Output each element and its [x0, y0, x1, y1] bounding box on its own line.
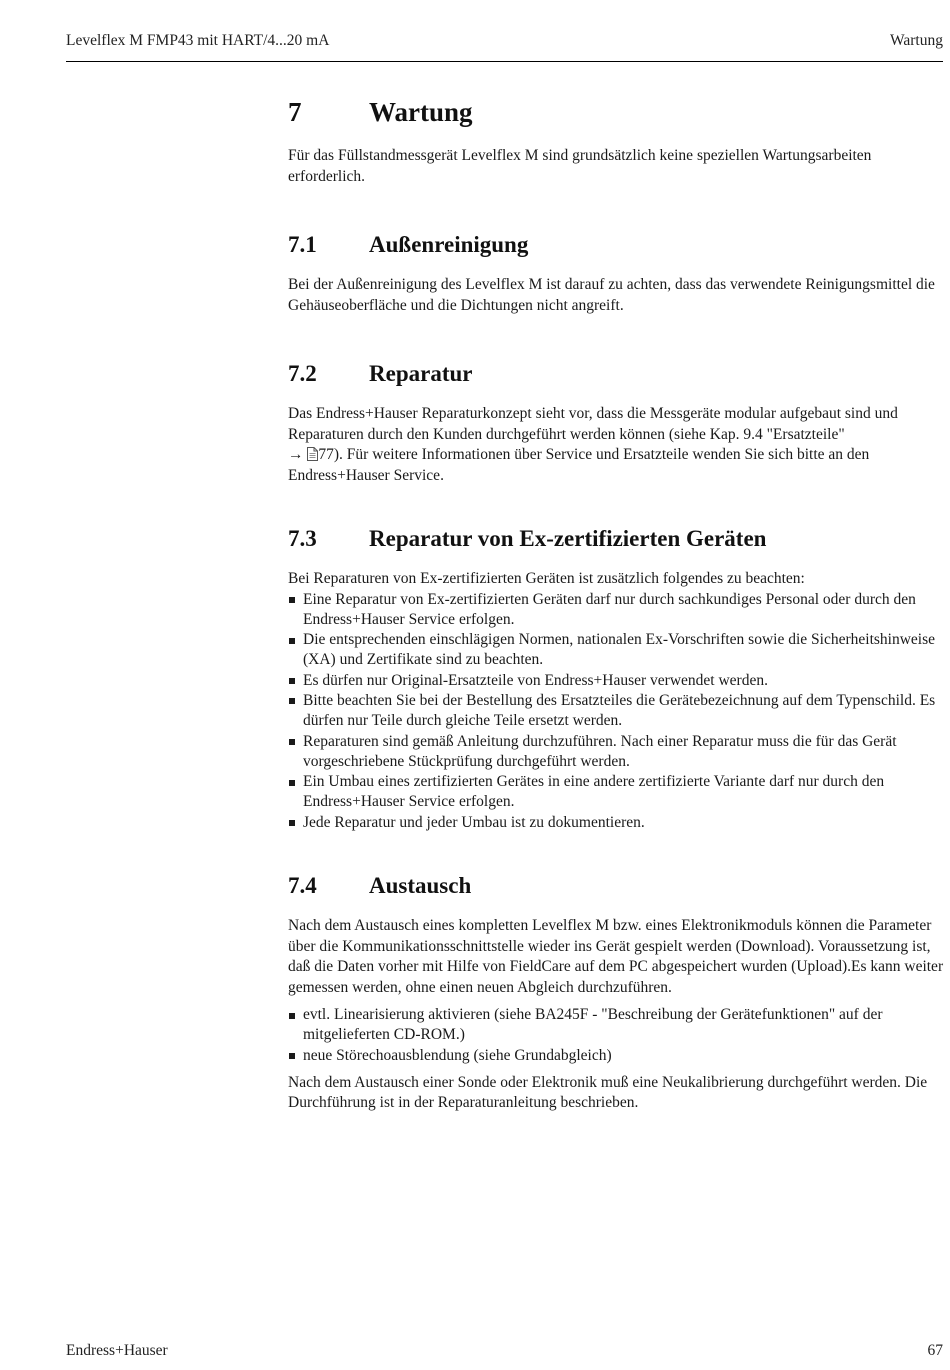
- section-heading-7-4: [288, 870, 944, 902]
- page-content: [288, 94, 944, 1114]
- section-number: 7.2: [288, 361, 317, 386]
- list-item: Die entsprechenden einschlägigen Normen, nationalen Ex-Vorschriften sowie die Sicherheitshinweise (XA) und Zertifikate sind zu beachten.: [288, 630, 944, 671]
- ex-repair-list: [288, 590, 944, 834]
- list-item: Reparaturen sind gemäß Anleitung durchzuführen. Nach einer Reparatur muss die für das Gerät vorgeschriebene Stückprüfung durchgeführt werden.: [288, 732, 944, 773]
- page-number: 67: [927, 1342, 943, 1359]
- section-number: 7.3: [288, 526, 317, 551]
- section-title: Reparatur: [369, 361, 473, 386]
- chapter-heading: [288, 94, 944, 130]
- section-number: 7.1: [288, 232, 317, 257]
- list-item: Bitte beachten Sie bei der Bestellung des Ersatzteiles die Gerätebezeichnung auf dem Typenschild. Es dürfen nur Teile durch gleiche Teile ersetzt werden.: [288, 691, 944, 732]
- section-outro-7-4: Nach dem Austausch einer Sonde oder Elektronik muß eine Neukalibrierung durchgeführt werden. Die Durchführung ist in der Reparaturanleitung beschrieben.: [288, 1073, 928, 1112]
- reference-page-link[interactable]: 77: [318, 446, 334, 463]
- reparatur-text-part2: ). Für weitere Informationen über Service und Ersatzteile wenden Sie sich bitte an den Endress+Hauser Service.: [288, 446, 870, 484]
- list-item: Es dürfen nur Original-Ersatzteile von Endress+Hauser verwendet werden.: [288, 671, 944, 691]
- company-name: Endress+Hauser: [66, 1342, 168, 1359]
- list-item: Eine Reparatur von Ex-zertifizierten Geräten darf nur durch sachkundiges Personal oder durch den Endress+Hauser Service erfolgen.: [288, 590, 944, 631]
- section-text-7-2: [288, 404, 944, 486]
- reparatur-text-part1: Das Endress+Hauser Reparaturkonzept sieht vor, dass die Messgeräte modular aufgebaut sind und Reparaturen durch den Kunden durchgeführt werden können (siehe Kap. 9.4 "Ersatzteile": [288, 405, 898, 443]
- list-item: Ein Umbau eines zertifizierten Gerätes in eine andere zertifizierte Variante darf nur durch den Endress+Hauser Service erfolgen.: [288, 772, 944, 813]
- section-number: 7.4: [288, 873, 317, 899]
- section-title: Außenreinigung: [369, 232, 529, 257]
- section-intro-7-3: Bei Reparaturen von Ex-zertifizierten Geräten ist zusätzlich folgendes zu beachten:: [288, 570, 805, 587]
- section-heading-7-3: [288, 523, 944, 555]
- page-footer: [66, 1342, 943, 1362]
- section-text-7-1: Bei der Außenreinigung des Levelflex M ist darauf zu achten, dass das verwendete Reinigungsmittel die Gehäuseoberfläche und die Dichtungen nicht angreift.: [288, 276, 935, 314]
- austausch-list: [288, 1005, 944, 1066]
- document-page-icon: [307, 447, 318, 461]
- page-header: [66, 32, 943, 62]
- chapter-intro: Für das Füllstandmessgerät Levelflex M sind grundsätzlich keine speziellen Wartungsarbeiten erforderlich.: [288, 147, 872, 185]
- section-heading-7-1: [288, 229, 944, 261]
- chapter-title: Wartung: [369, 97, 473, 127]
- list-item: neue Störechoausblendung (siehe Grundabgleich): [288, 1046, 944, 1066]
- section-heading-7-2: [288, 358, 944, 390]
- section-title: Reparatur von Ex-zertifizierten Geräten: [369, 526, 767, 551]
- section-intro-7-4: Nach dem Austausch eines kompletten Levelflex M bzw. eines Elektronikmoduls können die Parameter über die Kommunikationsschnittstelle wieder ins Gerät gespielt werden (Download). Voraussetzung ist, daß die Daten vorher mit Hilfe von FieldCare auf dem PC abgespeichert wurden (Upload).Es kann weiter gemessen werden, ohne einen neuen Abgleich durchzuführen.: [288, 917, 944, 996]
- document-title: Levelflex M FMP43 mit HART/4...20 mA: [66, 32, 330, 49]
- section-title: Austausch: [369, 873, 472, 899]
- chapter-number: 7: [288, 97, 302, 127]
- list-item: evtl. Linearisierung aktivieren (siehe BA245F - "Beschreibung der Gerätefunktionen" auf der mitgelieferten CD-ROM.): [288, 1005, 944, 1046]
- section-title: Wartung: [890, 32, 943, 49]
- reference-arrow: →: [288, 446, 304, 463]
- list-item: Jede Reparatur und jeder Umbau ist zu dokumentieren.: [288, 813, 944, 833]
